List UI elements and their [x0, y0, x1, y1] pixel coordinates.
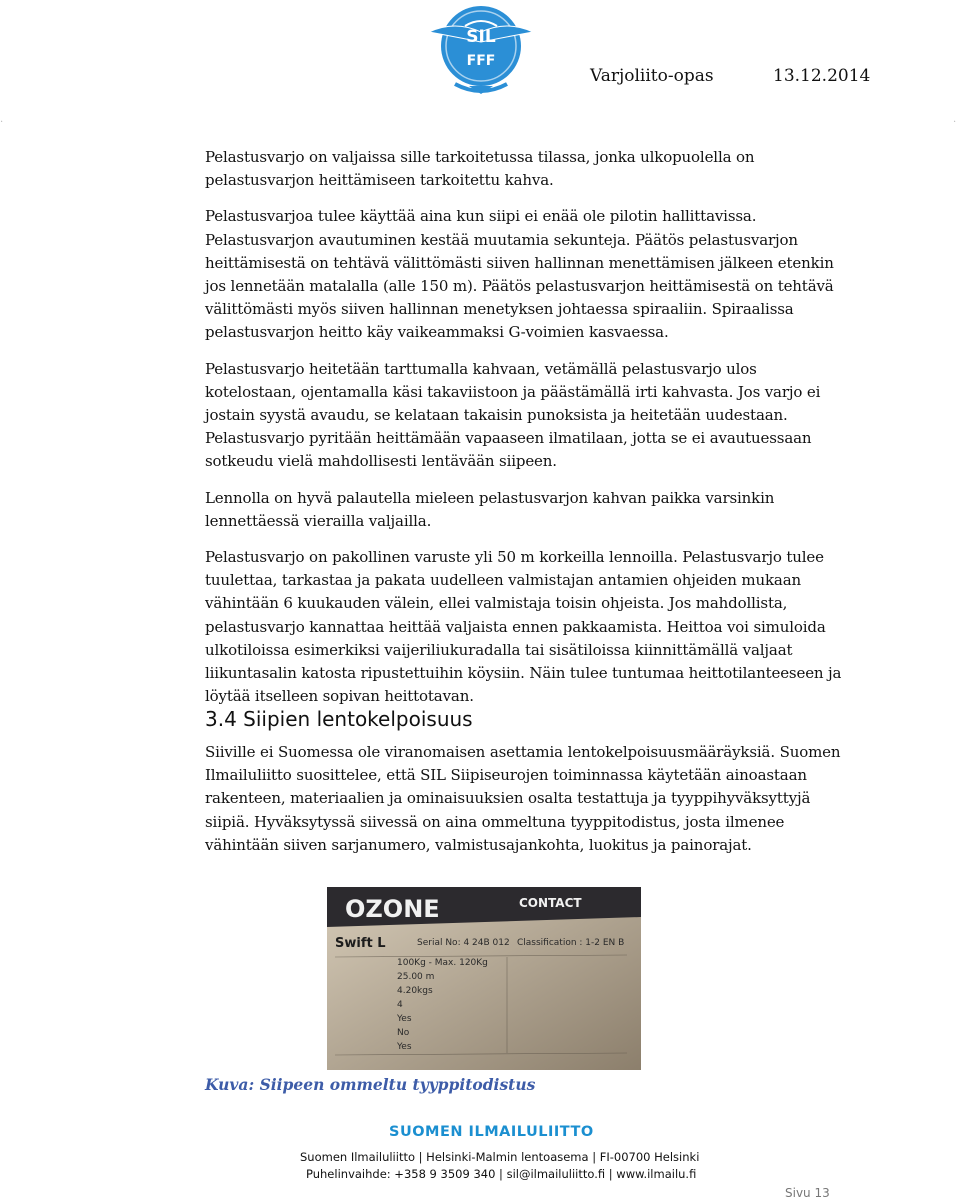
sil-fff-logo	[425, 2, 537, 106]
figure-caption: Kuva: Siipeen ommeltu tyyppitodistus	[205, 1075, 536, 1094]
label-row: Yes	[397, 1014, 412, 1024]
paragraph: Siiville ei Suomessa ole viranomaisen asettamia lentokelpoisuusmääräyksiä. Suomen Ilmailuliitto suosittelee, että SIL Siipiseurojen toiminnassa käytetään ainoastaan rakenteen, materiaalien ja ominaisuuksien osalta testattuja ja tyyppihyväksyttyjä siipiä. Hyväksytyssä siivessä on aina ommeltuna tyyppitodistus, josta ilmenee vähintään siiven sarjanumero, valmistusajankohta, luokitus ja painorajat.	[205, 743, 841, 854]
label-row: 25.00 m	[397, 972, 435, 982]
paragraph: Pelastusvarjo heitetään tarttumalla kahvaan, vetämällä pelastusvarjo ulos kotelostaan, ojentamalla käsi takaviistoon ja päästämällä irti kahvasta. Jos varjo ei jostain syystä avaudu, se kelataan takaisin punoksista ja heitetään uudestaan. Pelastusvarjo pyritään heittämään vapaaseen ilmatilaan, jotta se ei avautuessaan sotkeudu vielä mahdollisesti lentävään siipeen.	[205, 359, 821, 471]
section-heading: 3.4 Siipien lentokelpoisuus	[205, 707, 473, 731]
header-title: Varjoliito-opas	[590, 66, 714, 86]
label-row: Yes	[397, 1042, 412, 1052]
body-text	[205, 146, 845, 721]
page-number: Sivu 13	[785, 1186, 830, 1200]
label-row: 100Kg - Max. 120Kg	[397, 958, 488, 968]
label-contact: CONTACT	[519, 896, 582, 910]
label-row: 4	[397, 1000, 403, 1010]
footer-org-name: SUOMEN ILMAILULIITTO	[389, 1124, 594, 1140]
paragraph: Pelastusvarjo on pakollinen varuste yli 50 m korkeilla lennoilla. Pelastusvarjo tulee tuulettaa, tarkastaa ja pakata uudelleen valmistajan antamien ohjeiden mukaan vähintään 6 kuukauden välein, ellei valmistaja toisin ohjeista. Jos mahdollista, pelastusvarjo kannattaa heittää valjaista ennen pakkaamista. Heittoa voi simuloida ulkotiloissa esimerkiksi vaijeriliukuradalla tai sisätiloissa kiinnittämällä valjaat liikuntasalin katosta ripustettuihin köysiin. Näin tulee tuntumaa heittotilanteeseen ja löytää itselleen sopivan heittotavan.	[205, 548, 842, 706]
header-date: 13.12.2014	[773, 66, 871, 86]
label-row: 4.20kgs	[397, 986, 433, 996]
footer-contact: Puhelinvaihde: +358 9 3509 340 | sil@ilmailuliitto.fi | www.ilmailu.fi	[306, 1167, 697, 1181]
header-divider-dot-left: .	[0, 114, 4, 125]
paragraph: Lennolla on hyvä palautella mieleen pelastusvarjon kahvan paikka varsinkin lennettäessä vierailla valjailla.	[205, 488, 775, 530]
logo-text-bottom: FFF	[466, 53, 496, 69]
logo-text-top: SIL	[466, 27, 496, 47]
label-classification: Classification : 1-2 EN B	[517, 938, 625, 948]
label-model: Swift L	[335, 936, 386, 951]
label-row: No	[397, 1028, 410, 1038]
type-certificate-photo	[327, 887, 641, 1070]
label-brand: OZONE	[345, 895, 440, 923]
label-serial: Serial No: 4 24B 012	[417, 938, 510, 948]
header-divider-dot-right: .	[953, 114, 957, 125]
paragraph: Pelastusvarjoa tulee käyttää aina kun siipi ei enää ole pilotin hallittavissa. Pelastusvarjon avautuminen kestää muutamia sekunteja. Päätös pelastusvarjon heittämisestä on tehtävä välittömästi siiven hallinnan menettämisen jälkeen etenkin jos lennetään matalalla (alle 150 m). Päätös pelastusvarjon heittämisestä on tehtävä välittömästi myös siiven hallinnan menetyksen johtaessa spiraaliin. Spiraalissa pelastusvarjon heitto käy vaikeammaksi G-voimien kasvaessa.	[205, 207, 834, 342]
section-body	[205, 741, 845, 870]
paragraph: Pelastusvarjo on valjaissa sille tarkoitetussa tilassa, jonka ulkopuolella on pelastusvarjon heittämiseen tarkoitettu kahva.	[205, 148, 755, 190]
footer-address: Suomen Ilmailuliitto | Helsinki-Malmin lentoasema | FI-00700 Helsinki	[300, 1150, 700, 1164]
